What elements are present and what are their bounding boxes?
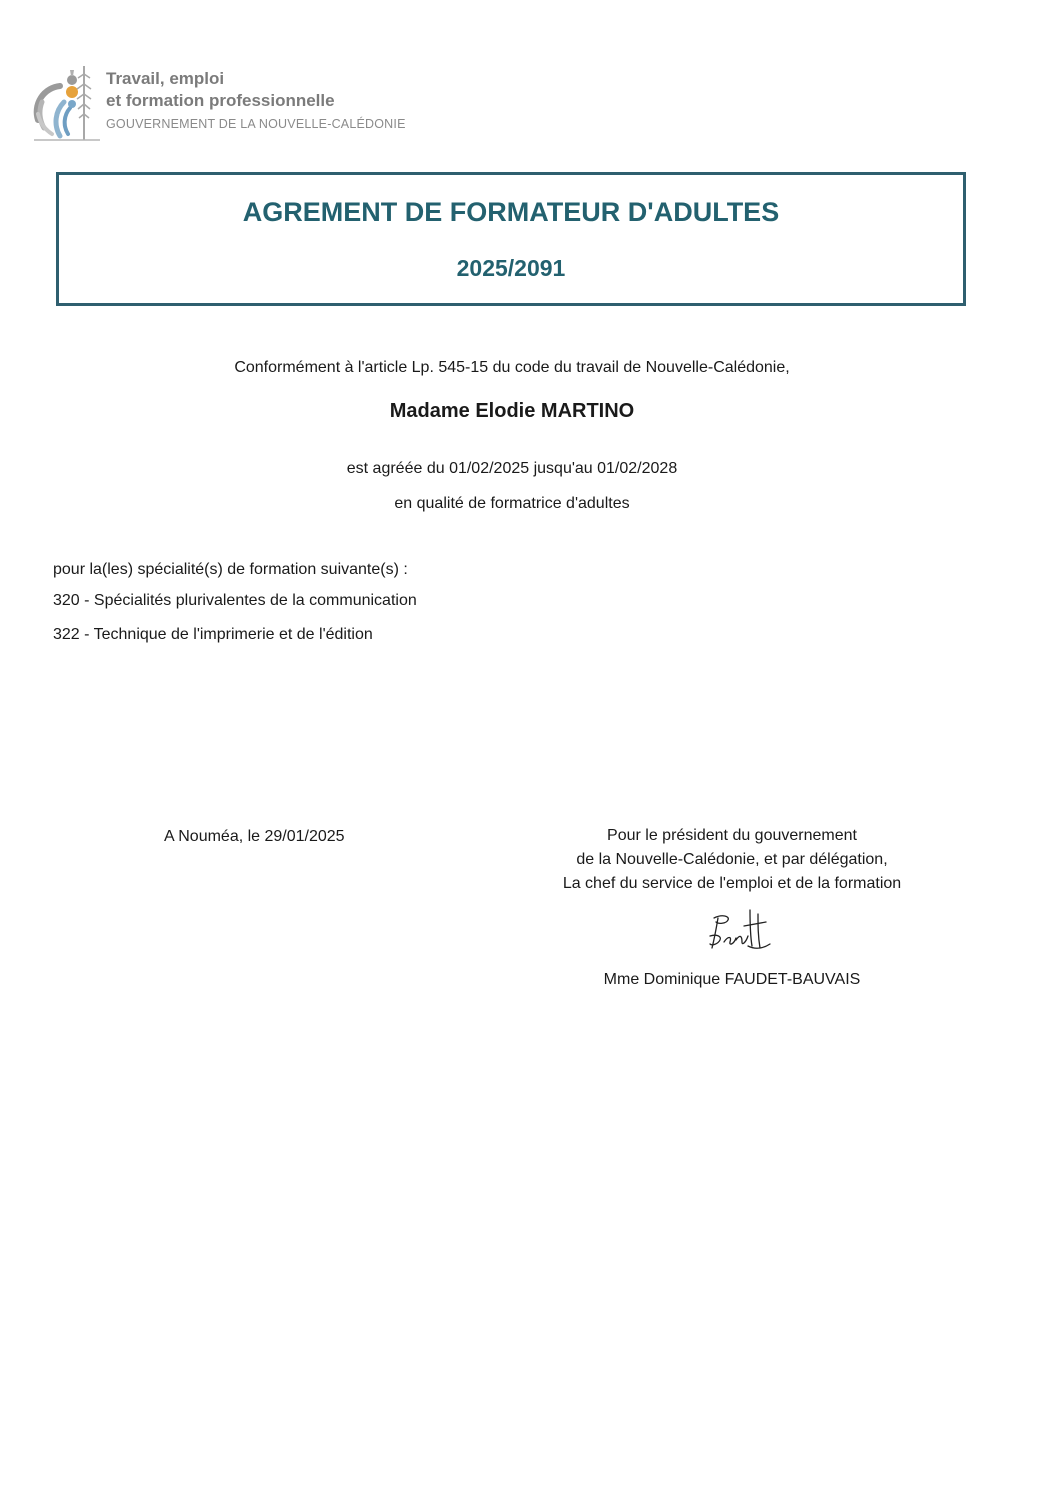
government-crest-icon xyxy=(30,62,105,142)
header-logo xyxy=(30,62,410,142)
specialities-intro: pour la(les) spécialité(s) de formation suivante(s) : xyxy=(53,561,408,578)
handwritten-signature-icon xyxy=(700,906,780,958)
logo-title-line-2: et formation professionnelle xyxy=(106,91,335,110)
title-box xyxy=(56,172,966,306)
document-number: 2025/2091 xyxy=(456,255,566,281)
delegation-line-2: de la Nouvelle-Calédonie, et par délégation, xyxy=(576,851,888,868)
logo-subtitle: GOUVERNEMENT DE LA NOUVELLE-CALÉDONIE xyxy=(106,117,406,131)
speciality-item: 322 - Technique de l'imprimerie et de l'édition xyxy=(53,626,373,643)
signatory-name: Mme Dominique FAUDET-BAUVAIS xyxy=(603,971,861,988)
approval-period: est agréée du 01/02/2025 jusqu'au 01/02/2028 xyxy=(346,460,678,477)
speciality-item: 320 - Spécialités plurivalentes de la communication xyxy=(53,592,417,609)
document-title: AGREMENT DE FORMATEUR D'ADULTES xyxy=(242,197,780,227)
delegation-line-3: La chef du service de l'emploi et de la formation xyxy=(562,875,902,892)
approval-quality: en qualité de formatrice d'adultes xyxy=(394,495,630,512)
delegation-line-1: Pour le président du gouvernement xyxy=(607,827,857,844)
legal-preamble: Conformément à l'article Lp. 545-15 du code du travail de Nouvelle-Calédonie, xyxy=(234,359,790,376)
logo-title-line-1: Travail, emploi xyxy=(106,69,225,88)
place-and-date: A Nouméa, le 29/01/2025 xyxy=(164,828,345,845)
trainer-name: Madame Elodie MARTINO xyxy=(389,400,635,422)
